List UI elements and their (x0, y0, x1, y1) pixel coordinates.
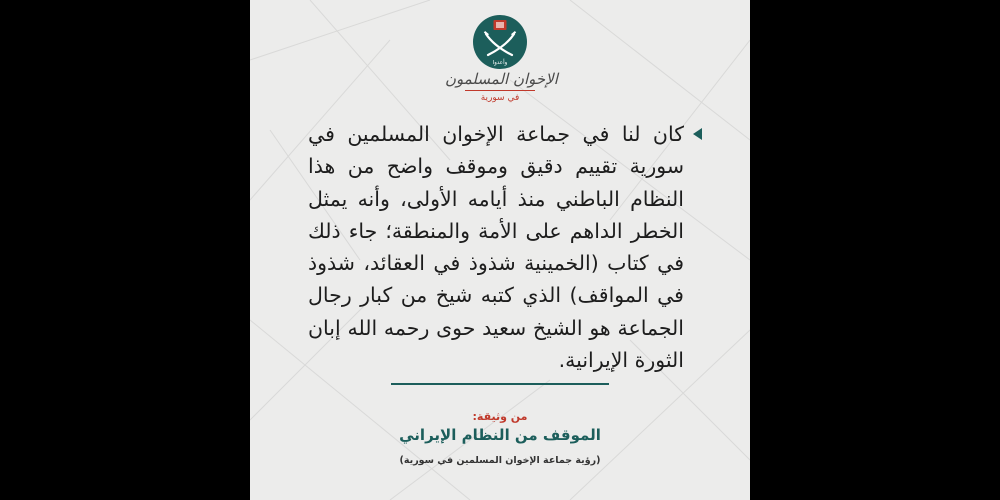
emblem-word: وأعدوا (492, 60, 508, 66)
quote-card (250, 0, 750, 500)
source-label: من وثيقة: (472, 410, 528, 423)
source-subtitle: (رؤية جماعة الإخوان المسلمين في سورية) (399, 455, 601, 466)
source-title: الموقف من النظام الإيراني (399, 426, 601, 444)
logo-subtitle: في سورية (480, 93, 520, 103)
quote-text: كان لنا في جماعة الإخوان المسلمين في سورية تقييم دقيق وموقف واضح من هذا النظام الباطني منذ أيامه الأولى، وأنه يمثل الخطر الداهم على الأمة والمنطقة؛ جاء ذلك في كتاب (الخمينية شذوذ في العقائد، شذوذ في المواقف) الذي كتبه شيخ من كبار رجال الجماعة هو الشيخ سعيد حوى رحمه الله إبان الثورة الإيرانية. (308, 122, 684, 373)
logo-title: الإخوان المسلمون (445, 70, 558, 88)
logo-rule (465, 90, 535, 91)
swords-quran-emblem-icon (472, 14, 528, 70)
divider (391, 383, 609, 385)
triangle-left-icon (693, 128, 702, 140)
organization-logo (445, 70, 558, 114)
